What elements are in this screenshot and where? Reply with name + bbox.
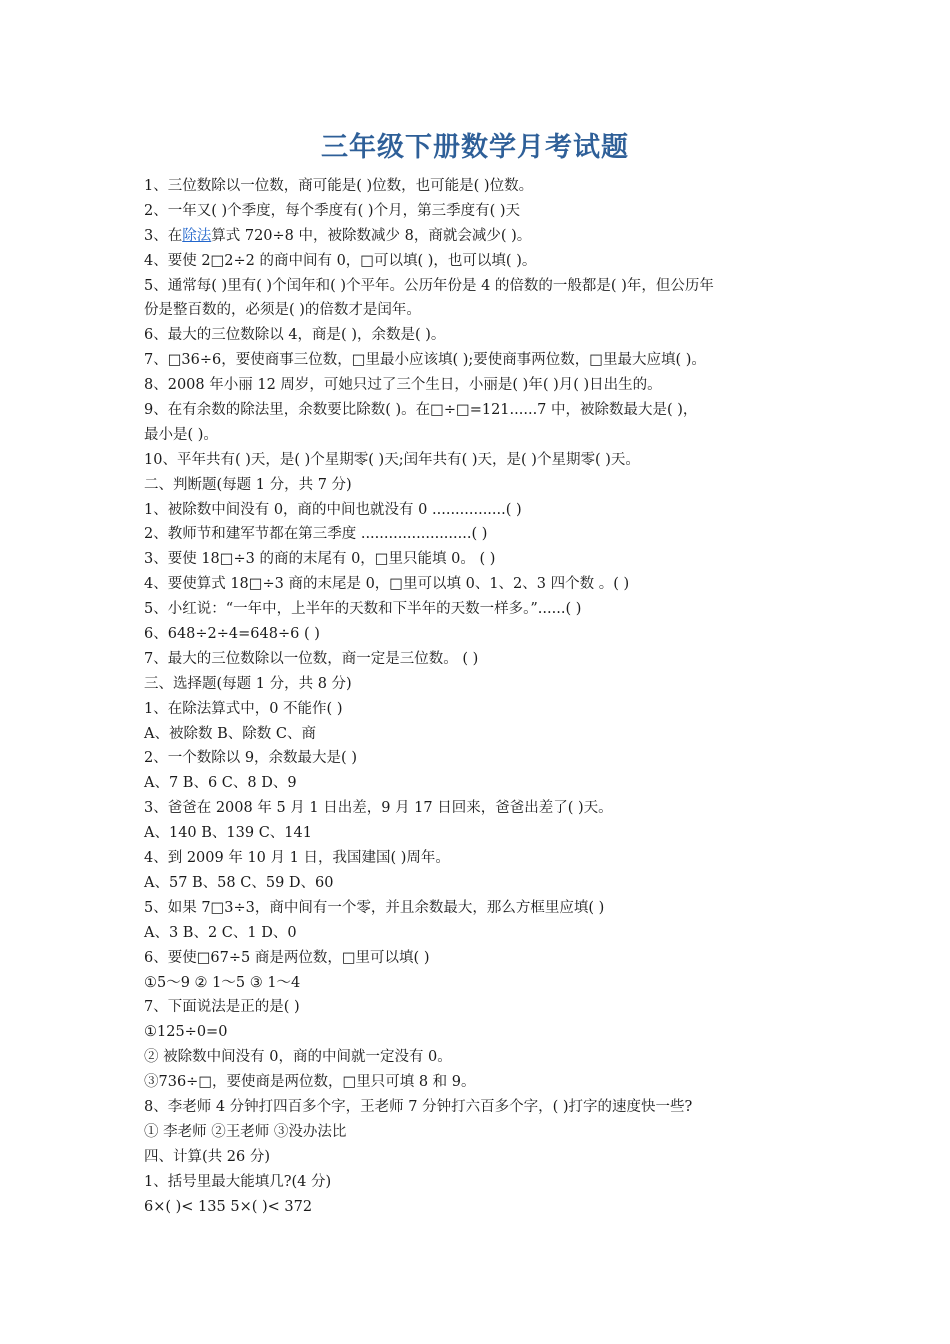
question-list	[144, 174, 824, 1219]
text-line: 1、被除数中间没有 0，商的中间也就没有 0 ................( )	[144, 501, 522, 518]
answer-options: ② 被除数中间没有 0，商的中间就一定没有 0。	[144, 1049, 452, 1066]
text-segment: 3、在	[144, 227, 183, 244]
division-link[interactable]: 除法	[182, 227, 212, 244]
text-line: 7、□36÷6，要使商事三位数，□里最小应该填( );要使商事两位数，□里最大应填( )。	[144, 352, 706, 369]
text-line: 5、如果 7□3÷3，商中间有一个零，并且余数最大，那么方框里应填( )	[144, 899, 605, 916]
answer-options: ①125÷0=0	[144, 1024, 228, 1041]
text-line: 6、最大的三位数除以 4，商是( )，余数是( )。	[144, 327, 446, 344]
text-line: 4、要使 2□2÷2 的商中间有 0，□可以填( )，也可以填( )。	[144, 252, 537, 269]
answer-options: ① 李老师 ②王老师 ③没办法比	[144, 1123, 347, 1140]
text-segment: 算式 720÷8 中，被除数减少 8，商就会减少( )。	[211, 227, 532, 244]
text-line: 6、要使□67÷5 商是两位数，□里可以填( )	[144, 949, 430, 966]
text-line: 2、一个数除以 9，余数最大是( )	[144, 750, 357, 767]
text-line: 6、648÷2÷4=648÷6 ( )	[144, 626, 320, 643]
document-title: 三年级下册数学月考试题	[321, 132, 629, 163]
answer-options: A、140 B、139 C、141	[144, 825, 312, 842]
text-line-q3	[144, 224, 824, 249]
text-line: 1、三位数除以一位数，商可能是( )位数，也可能是( )位数。	[144, 178, 534, 194]
section-heading: 三、选择题(每题 1 分，共 8 分)	[144, 675, 352, 692]
text-line: 3、爸爸在 2008 年 5 月 1 日出差，9 月 17 日回来，爸爸出差了( )天。	[144, 800, 613, 817]
text-line: 2、一年又( )个季度，每个季度有( )个月，第三季度有( )天	[144, 202, 520, 219]
text-line: 4、到 2009 年 10 月 1 日，我国建国( )周年。	[144, 850, 450, 867]
text-line: 10、平年共有( )天，是( )个星期零( )天;闰年共有( )天，是( )个星期零( )天。	[144, 451, 640, 468]
text-line: 最小是( )。	[144, 426, 218, 443]
text-line: 8、李老师 4 分钟打四百多个字，王老师 7 分钟打六百多个字，( )打字的速度快一些?	[144, 1098, 693, 1115]
text-line: 7、最大的三位数除以一位数，商一定是三位数。 ( )	[144, 650, 479, 667]
text-line: 6×( )< 135 5×( )< 372	[144, 1198, 313, 1215]
answer-options: A、被除数 B、除数 C、商	[144, 725, 316, 742]
answer-options: A、57 B、58 C、59 D、60	[144, 874, 334, 891]
text-line: 2、教师节和建军节都在第三季度 ........................( )	[144, 526, 488, 543]
answer-options: ①5～9 ② 1～5 ③ 1～4	[144, 974, 301, 991]
text-line: 5、小红说：“一年中，上半年的天数和下半年的天数一样多。”......( )	[144, 601, 582, 618]
text-line: 1、括号里最大能填几?(4 分)	[144, 1173, 332, 1190]
text-line: 9、在有余数的除法里，余数要比除数( )。在□÷□=121......7 中，被除数最大是( )，	[144, 402, 698, 419]
text-line: 8、2008 年小丽 12 周岁，可她只过了三个生日，小丽是( )年( )月( )日出生的。	[144, 377, 662, 394]
text-line: 1、在除法算式中，0 不能作( )	[144, 700, 343, 717]
section-heading: 二、判断题(每题 1 分，共 7 分)	[144, 476, 352, 493]
answer-options: A、3 B、2 C、1 D、0	[144, 924, 297, 941]
answer-options: ③736÷□，要使商是两位数，□里只可填 8 和 9。	[144, 1074, 476, 1091]
text-line: 7、下面说法是正的是( )	[144, 999, 300, 1016]
text-line: 5、通常每( )里有( )个闰年和( )个平年。公历年份是 4 的倍数的一般都是( )年，但公历年	[144, 277, 714, 294]
text-line: 份是整百数的，必须是( )的倍数才是闰年。	[144, 302, 421, 319]
text-line: 3、要使 18□÷3 的商的末尾有 0，□里只能填 0。 ( )	[144, 551, 496, 568]
text-line: 4、要使算式 18□÷3 商的末尾是 0，□里可以填 0、1、2、3 四个数 。( )	[144, 576, 630, 593]
section-heading: 四、计算(共 26 分)	[144, 1148, 270, 1165]
answer-options: A、7 B、6 C、8 D、9	[144, 775, 297, 792]
